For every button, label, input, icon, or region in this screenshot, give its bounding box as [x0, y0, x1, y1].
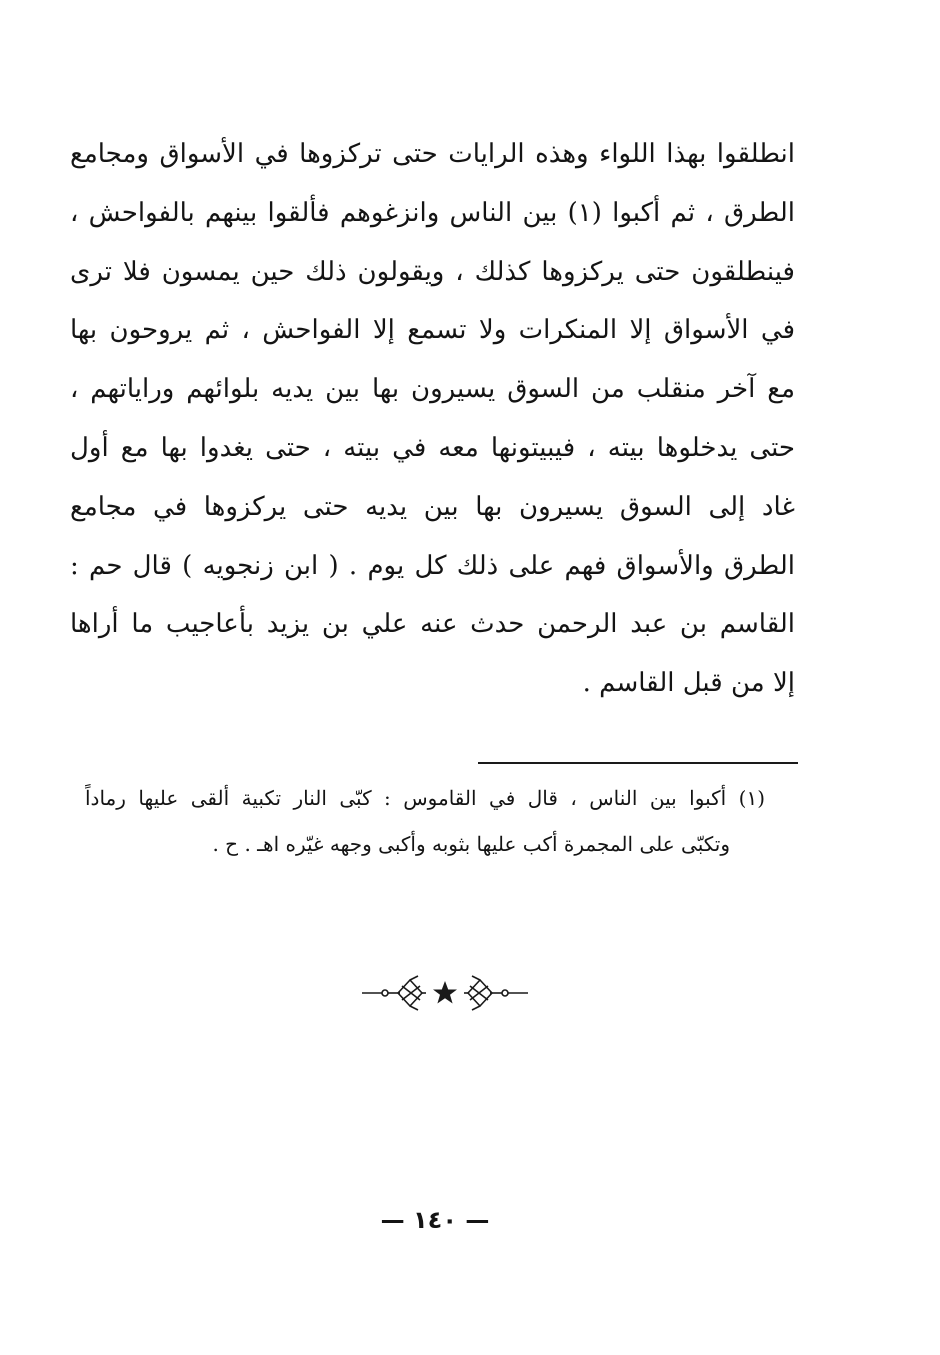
footnote-block — [85, 775, 765, 867]
text-line: الطرق ، ثم أكبوا (١) بين الناس وانزغوهم فألقوا بينهم بالفواحش ، — [70, 197, 795, 228]
footnote-line: (١) أكبوا بين الناس ، قال في القاموس : كبّى النار تكبية ألقى عليها رماداً — [85, 786, 765, 810]
text-line: مع آخر منقلب من السوق يسيرون بها بين يديه بلوائهم وراياتهم ، — [70, 374, 795, 405]
text-line: غاد إلى السوق يسيرون بها بين يديه حتى يركزوها في مجامع — [70, 491, 795, 522]
decorative-star-ornament-icon — [360, 968, 530, 1018]
text-line: الطرق والأسواق فهم على ذلك كل يوم . ( ابن زنجويه ) قال حم : — [70, 550, 795, 581]
page-number: — ١٤٠ — — [380, 1206, 490, 1234]
text-line: إلا من قبل القاسم . — [582, 668, 795, 699]
main-text-block — [70, 125, 795, 713]
text-line: في الأسواق إلا المنكرات ولا تسمع إلا الفواحش ، ثم يروحون بها — [70, 315, 795, 346]
footnote-line: وتكبّى على المجمرة أكب عليها بثوبه وأكبى وجهه غيّره اهـ . ح . — [212, 832, 730, 856]
text-line: حتى يدخلوها بيته ، فيبيتونها معه في بيته ، حتى يغدوا بها مع أول — [70, 432, 795, 463]
text-line: القاسم بن عبد الرحمن حدث عنه علي بن يزيد بأعاجيب ما أراها — [70, 609, 795, 640]
footnote-divider — [478, 762, 798, 764]
text-line: فينطلقون حتى يركزوها كذلك ، ويقولون ذلك حين يمسون فلا ترى — [70, 256, 795, 287]
text-line: انطلقوا بهذا اللواء وهذه الرايات حتى تركزوها في الأسواق ومجامع — [70, 139, 795, 169]
